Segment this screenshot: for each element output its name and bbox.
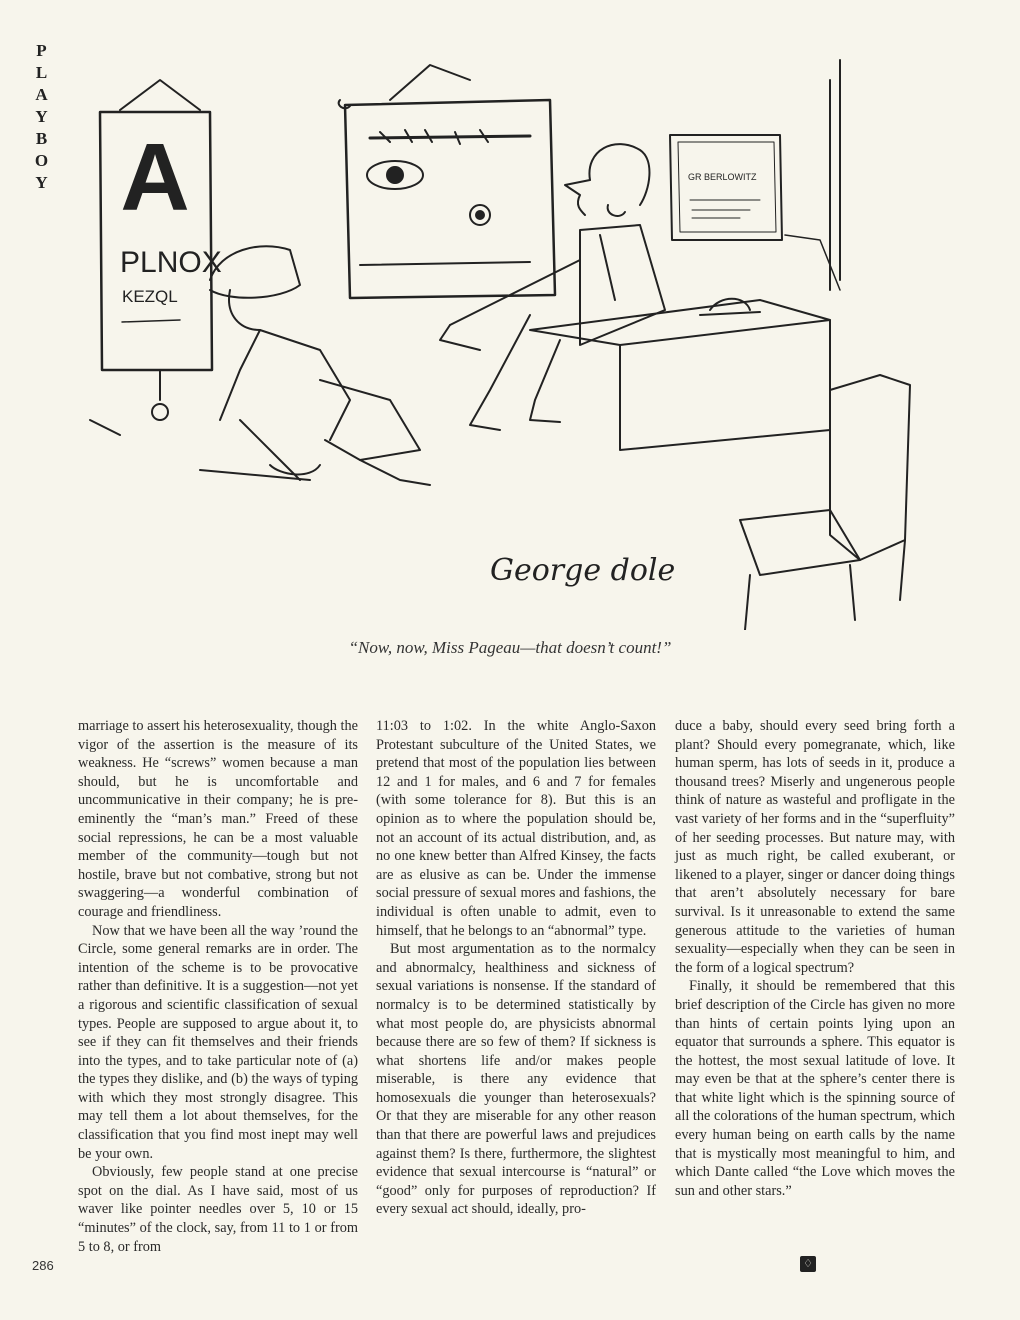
paragraph: Obviously, few people stand at one precise spot on the dial. As I have said, most of us waver like pointer needles over 5, 10 or 15 “minutes” of the clock, say, from 11 to 1 or from 5 to 8, or from <box>78 1164 358 1255</box>
paragraph: Finally, it should be remembered that this brief description of the Circle has given no more than hints of certain points lying upon an equator that surrounds a sphere. This equator is the hottest, the most sexual latitude of love. It may even be that at the sphere’s center there is that white light which is the spinning source of all the colorations of the human spectrum, which every human being on earth calls by the name that is mystically most meaningful to him, and which Dante called “the Love which moves the sun and other stars.” <box>675 978 955 1199</box>
page-number: 286 <box>32 1258 54 1273</box>
paragraph: 11:03 to 1:02. In the white Anglo-Saxon Protestant subculture of the United States, we pretend that most of the population lies between 12 and 1 for males, and 6 and 7 for females (with some tolerance for 8). But this is an opinion as to where the population should be, not an account of its actual distribution, and, as no one knew better than Alfred Kinsey, the facts are as elusive as can be. Under the immense social pressure of sexual mores and fashions, the individual is often unable to admit, even to himself, that he belongs to an “abnormal” type. <box>376 718 656 939</box>
masthead-letter: Y <box>35 107 49 126</box>
masthead-letter: L <box>35 63 49 82</box>
masthead-letter: B <box>35 129 49 148</box>
masthead-letter: A <box>35 85 49 104</box>
masthead-letter: O <box>34 151 50 170</box>
cartoon-caption: “Now, now, Miss Pageau—that doesn’t count!” <box>348 638 672 657</box>
magazine-masthead <box>30 40 54 194</box>
article-column-3 <box>675 717 955 1200</box>
desk <box>530 299 830 450</box>
diploma-text: GR BERLOWITZ <box>688 172 757 182</box>
masthead-letter: Y <box>35 173 49 192</box>
framed-diploma <box>670 135 782 240</box>
cartoon-illustration <box>60 40 990 630</box>
masthead-letter: P <box>36 41 48 60</box>
eye-poster <box>339 65 555 298</box>
rabbit-end-mark-icon: ♢ <box>800 1256 816 1272</box>
chart-line-1: PLNOX <box>120 246 222 279</box>
paragraph: But most argumentation as to the normalcy and abnormalcy, healthiness and sickness of sexual variations is nonsense. If the standard of normalcy is to be determined statistically by what most people do, are physicists abnormal because there are so few of them? If sickness is what shortens life and/or makes people miserable, is there any evidence that homosexuals die younger than heterosexuals? Or that they are miserable for any other reason than that there are powerful laws and prejudices against them? Is there, furthermore, the slightest evidence that sexual intercourse is “natural” or “good” only for purposes of reproduction? If every sexual act should, ideally, pro- <box>376 941 656 1218</box>
paragraph: Now that we have been all the way ’round the Circle, some general remarks are in order. The intention of the scheme is to be provocative rather than definitive. It is a suggestion—not yet a rigorous and scientific classification of sexual types. People are supposed to argue about it, to see if they can fit themselves and their friends into the types, and to take particular note of (a) the types they dislike, and (b) the ways of typing with which they most strongly disagree. This may tell them a lot about themselves, for the classification that you find most inept may well be your own. <box>78 922 358 1162</box>
chart-line-2: KEZQL <box>122 287 178 306</box>
eye-chart-left <box>100 80 222 420</box>
chart-big-letter: A <box>120 124 190 231</box>
patient-figure <box>200 246 430 485</box>
empty-chair <box>740 375 910 630</box>
article-column-1 <box>78 717 358 1256</box>
article-body <box>78 717 955 1277</box>
paragraph: marriage to assert his heterosexuality, though the vigor of the assertion is the measure of its weakness. He “screws” women because a man should, but he is uncomfortable and uncommunicative in their company; he is pre-eminently the “man’s man.” Freed of these social repressions, he can be a most valuable member of the community—tough but not hostile, brave but not combative, strong but not swaggering—a wonderful combination of courage and friendliness. <box>78 718 358 920</box>
article-column-2 <box>376 717 656 1219</box>
artist-signature: George dole <box>490 553 676 588</box>
paragraph: duce a baby, should every seed bring forth a plant? Should every pomegranate, which, like human sperm, has lots of seeds in it, produce a thousand trees? Miserly and ungenerous people think of nature as wasteful and profligate in the vast variety of her forms and in the “superfluity” of her seeding processes. But nature may, with just as much right, be called exuberant, or likened to a player, singer or dancer doing things that aren’t absolutely necessary for bare survival. Is it unreasonable to extend the same generous attitude to the varieties of human sexuality—especially when they can be seen in the form of a logical spectrum? <box>675 718 955 976</box>
